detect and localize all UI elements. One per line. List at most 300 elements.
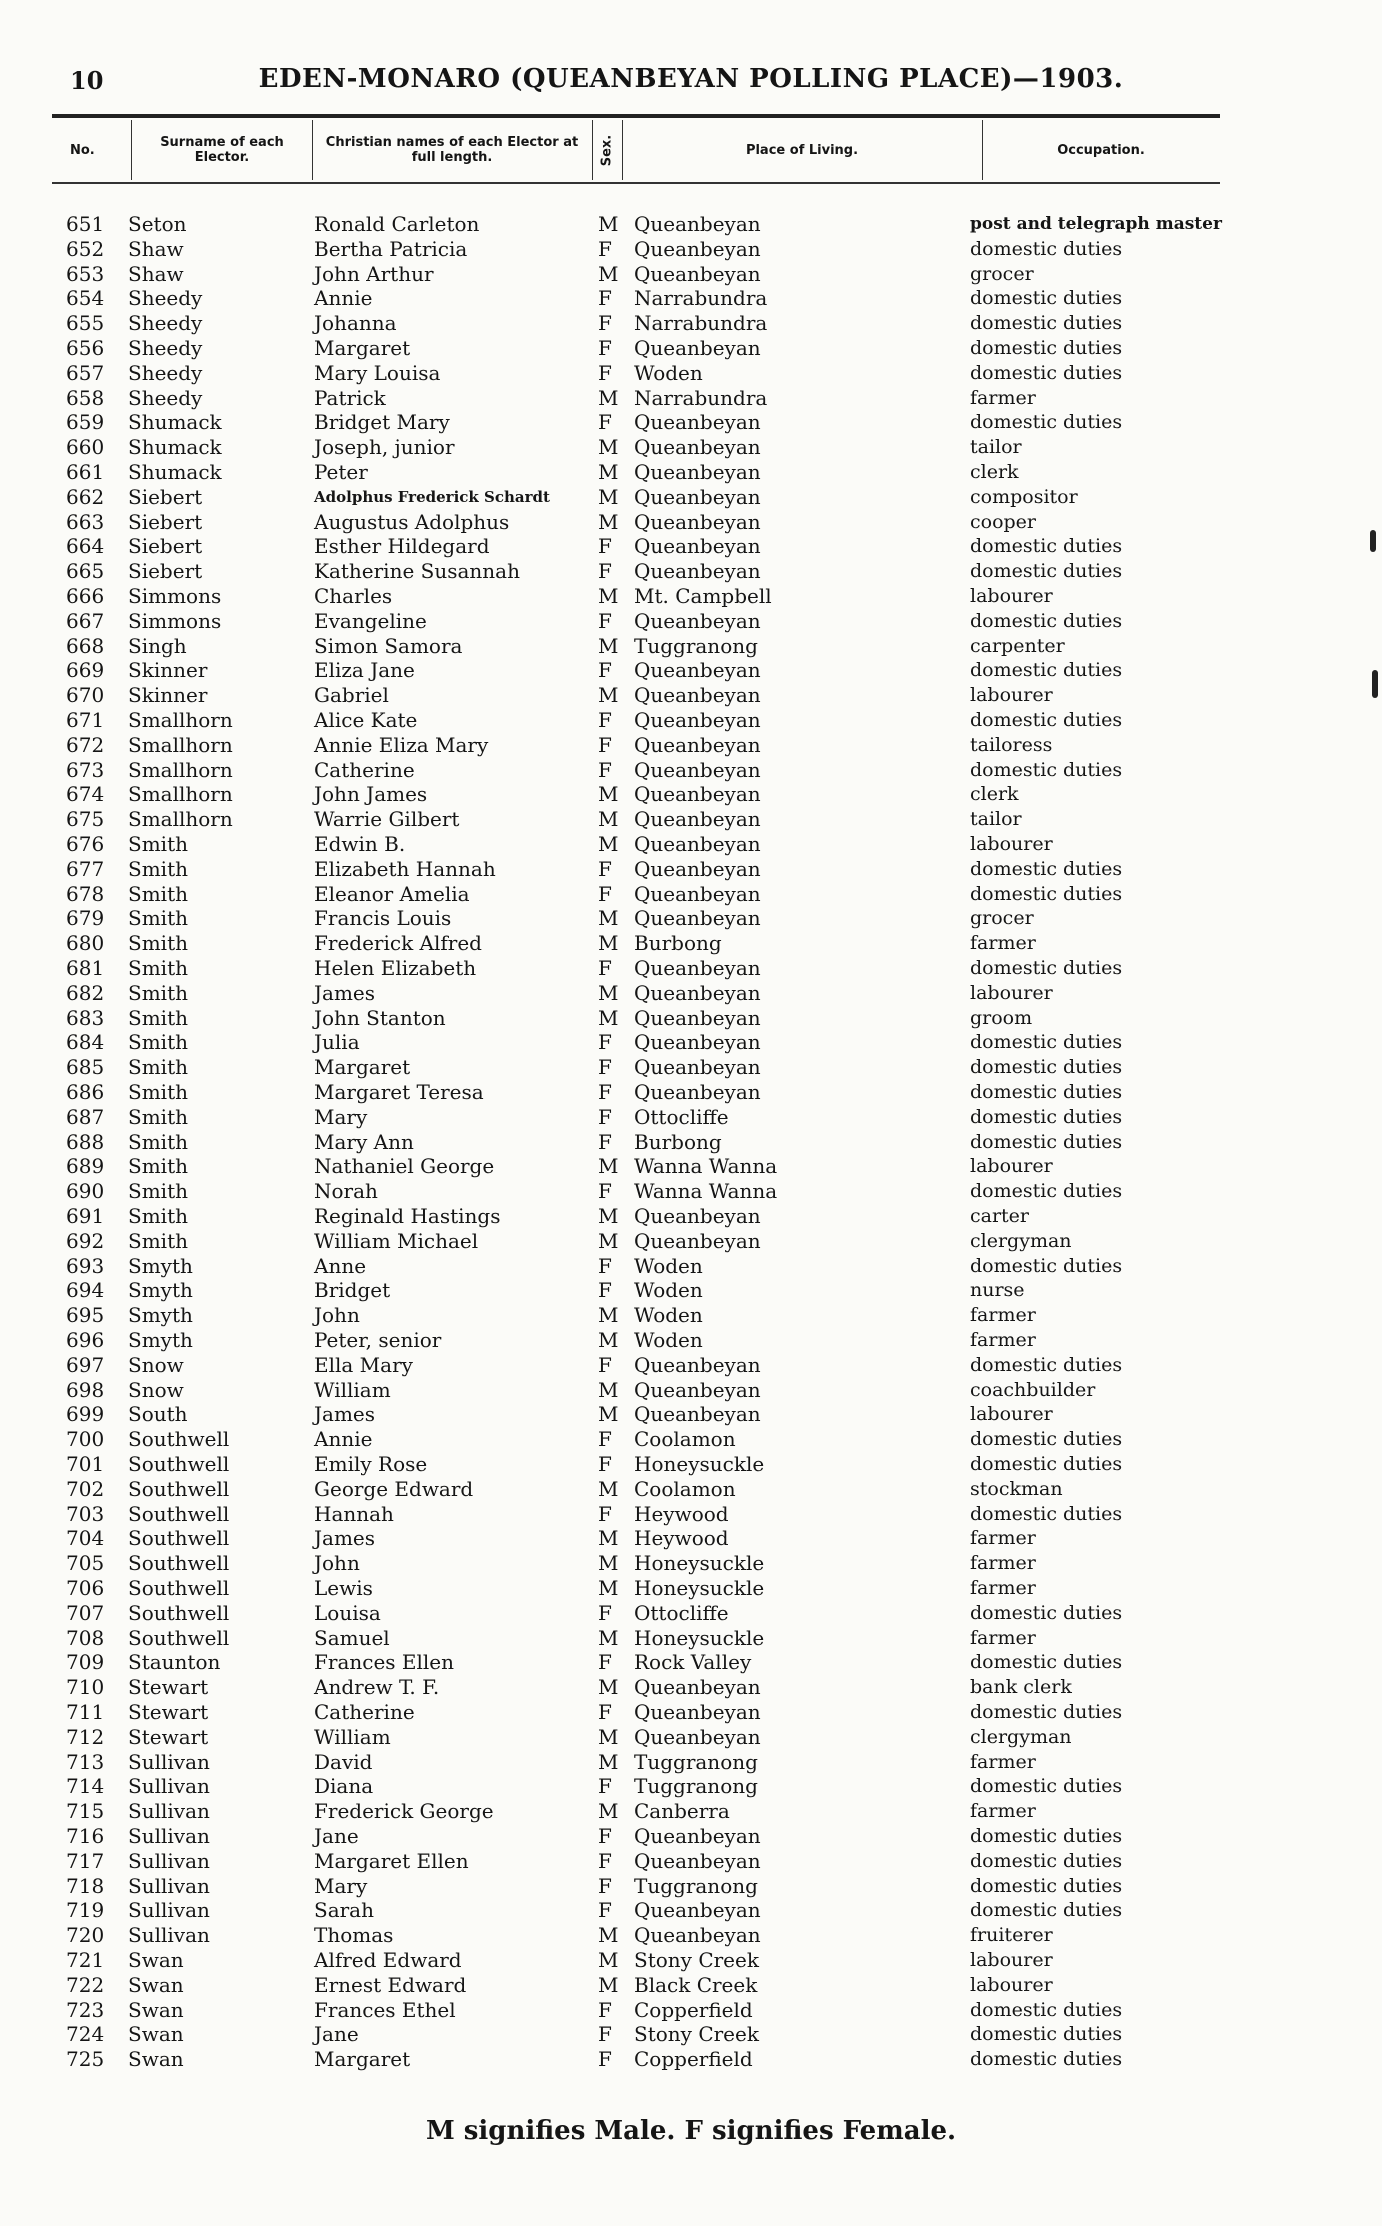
elector-occupation: tailoress	[970, 733, 1053, 756]
header-christian-names: Christian names of each Elector at full length.	[312, 120, 593, 180]
elector-place: Queanbeyan	[634, 336, 761, 360]
elector-occupation: domestic duties	[970, 609, 1123, 632]
elector-place: Queanbeyan	[634, 1204, 761, 1228]
elector-row	[0, 1378, 1382, 1403]
elector-row	[0, 559, 1382, 584]
elector-christian-names: John Stanton	[314, 1005, 446, 1030]
elector-christian-names: Ronald Carleton	[314, 212, 480, 236]
elector-christian-names: Frederick Alfred	[314, 931, 482, 956]
elector-christian-names: Edwin B.	[314, 832, 406, 856]
elector-place: Queanbeyan	[634, 757, 761, 782]
elector-christian-names: Louisa	[314, 1600, 381, 1625]
elector-surname: Stewart	[128, 1724, 209, 1749]
elector-row	[0, 286, 1382, 311]
elector-occupation: clergyman	[970, 1229, 1072, 1252]
elector-row	[0, 1849, 1382, 1874]
elector-sex: F	[598, 559, 612, 584]
elector-number: 722	[66, 1972, 105, 1997]
elector-surname: Smallhorn	[128, 782, 233, 807]
elector-christian-names: Lewis	[314, 1576, 373, 1600]
elector-surname: Southwell	[128, 1551, 230, 1576]
column-header-row	[52, 120, 1220, 180]
elector-surname: Smallhorn	[128, 757, 233, 782]
elector-occupation: domestic duties	[970, 1874, 1123, 1897]
elector-surname: Sullivan	[128, 1824, 210, 1848]
elector-occupation: domestic duties	[970, 411, 1123, 434]
elector-row	[0, 758, 1382, 783]
elector-number: 692	[66, 1228, 105, 1253]
elector-row	[0, 435, 1382, 460]
elector-row	[0, 386, 1382, 411]
elector-number: 689	[66, 1154, 105, 1179]
elector-sex: F	[598, 2022, 612, 2047]
elector-surname: Smith	[128, 1204, 188, 1228]
elector-surname: Smith	[128, 931, 188, 956]
elector-sex: M	[598, 1948, 619, 1972]
elector-number: 653	[66, 261, 105, 286]
elector-row	[0, 1204, 1382, 1229]
elector-place: Queanbeyan	[634, 1898, 761, 1923]
elector-row	[0, 1576, 1382, 1601]
elector-surname: Southwell	[128, 1501, 230, 1526]
elector-place: Queanbeyan	[634, 1055, 761, 1080]
elector-christian-names: Margaret	[314, 1055, 411, 1080]
elector-occupation: carpenter	[970, 634, 1065, 657]
elector-christian-names: Gabriel	[314, 683, 389, 708]
header-top-rule	[52, 114, 1220, 118]
elector-place: Woden	[634, 1253, 703, 1278]
elector-christian-names: Frederick George	[314, 1799, 494, 1824]
elector-occupation: tailor	[970, 436, 1022, 459]
elector-sex: M	[598, 1228, 619, 1253]
elector-number: 675	[66, 807, 105, 832]
elector-occupation: clerk	[970, 783, 1019, 806]
elector-number: 716	[66, 1824, 105, 1848]
elector-surname: Smallhorn	[128, 708, 233, 732]
elector-number: 703	[66, 1501, 105, 1526]
header-occupation: Occupation.	[1057, 142, 1145, 158]
elector-row	[0, 931, 1382, 956]
elector-surname: South	[128, 1402, 188, 1427]
elector-number: 664	[66, 534, 105, 559]
elector-place: Canberra	[634, 1799, 730, 1824]
elector-number: 665	[66, 559, 105, 584]
elector-occupation: labourer	[970, 1403, 1053, 1426]
elector-sex: M	[598, 1154, 619, 1179]
elector-number: 721	[66, 1948, 105, 1972]
elector-place: Queanbeyan	[634, 980, 761, 1005]
elector-row	[0, 212, 1382, 237]
elector-occupation: bank clerk	[970, 1676, 1072, 1699]
elector-number: 702	[66, 1476, 105, 1501]
elector-occupation: domestic duties	[970, 287, 1123, 310]
elector-number: 679	[66, 906, 105, 931]
elector-surname: Smyth	[128, 1278, 193, 1303]
elector-row	[0, 1774, 1382, 1799]
elector-surname: Shumack	[128, 460, 222, 484]
elector-number: 704	[66, 1526, 105, 1551]
elector-surname: Sullivan	[128, 1898, 210, 1923]
elector-sex: F	[598, 286, 612, 311]
elector-row	[0, 1229, 1382, 1254]
elector-occupation: farmer	[970, 1329, 1036, 1351]
elector-surname: Shumack	[128, 435, 222, 460]
elector-occupation: domestic duties	[970, 1998, 1123, 2021]
elector-sex: F	[598, 236, 612, 261]
elector-place: Tuggranong	[634, 633, 758, 658]
elector-place: Queanbeyan	[634, 435, 761, 460]
elector-number: 656	[66, 336, 105, 360]
elector-sex: M	[598, 683, 619, 708]
elector-surname: Smith	[128, 1179, 188, 1204]
elector-place: Heywood	[634, 1501, 729, 1526]
elector-row	[0, 1601, 1382, 1626]
elector-sex: F	[598, 1997, 612, 2022]
elector-place: Honeysuckle	[634, 1452, 765, 1476]
elector-row	[0, 262, 1382, 287]
elector-number: 701	[66, 1452, 105, 1476]
elector-row	[0, 1502, 1382, 1527]
elector-number: 667	[66, 608, 105, 633]
elector-christian-names: Alfred Edward	[314, 1948, 462, 1972]
elector-surname: Simmons	[128, 584, 222, 608]
elector-row	[0, 1526, 1382, 1551]
elector-surname: Smith	[128, 1030, 188, 1055]
page-number: 10	[70, 66, 104, 95]
elector-christian-names: Annie	[314, 286, 373, 311]
elector-number: 671	[66, 708, 105, 732]
elector-surname: Siebert	[128, 484, 203, 509]
elector-place: Stony Creek	[634, 1948, 759, 1972]
elector-occupation: domestic duties	[970, 1899, 1123, 1922]
elector-place: Tuggranong	[634, 1873, 758, 1898]
elector-christian-names: Jane	[314, 2022, 359, 2047]
elector-sex: M	[598, 1476, 619, 1501]
elector-place: Queanbeyan	[634, 212, 761, 236]
elector-number: 655	[66, 311, 105, 336]
header-sex	[592, 120, 623, 180]
elector-occupation: domestic duties	[970, 237, 1123, 260]
elector-surname: Southwell	[128, 1526, 230, 1551]
elector-occupation: domestic duties	[970, 1849, 1123, 1872]
elector-sex: M	[598, 435, 619, 460]
elector-christian-names: Joseph, junior	[314, 435, 455, 460]
elector-occupation: domestic duties	[970, 535, 1123, 558]
elector-number: 707	[66, 1600, 105, 1625]
elector-sex: F	[598, 336, 612, 360]
elector-christian-names: Julia	[314, 1030, 360, 1055]
elector-christian-names: Peter	[314, 460, 368, 484]
elector-number: 682	[66, 980, 105, 1005]
elector-place: Queanbeyan	[634, 732, 761, 757]
elector-christian-names: Eliza Jane	[314, 658, 415, 683]
elector-sex: M	[598, 1724, 619, 1749]
elector-number: 677	[66, 856, 105, 881]
elector-occupation: domestic duties	[970, 1651, 1123, 1674]
elector-sex: M	[598, 1005, 619, 1030]
elector-sex: F	[598, 1600, 612, 1625]
elector-sex: F	[598, 1501, 612, 1526]
elector-christian-names: Simon Samora	[314, 633, 463, 658]
elector-sex: F	[598, 881, 612, 906]
elector-occupation: domestic duties	[970, 1825, 1123, 1847]
elector-christian-names: Norah	[314, 1179, 378, 1204]
elector-number: 684	[66, 1030, 105, 1055]
elector-surname: Shaw	[128, 261, 184, 286]
elector-row	[0, 1948, 1382, 1973]
elector-place: Queanbeyan	[634, 1030, 761, 1055]
elector-place: Tuggranong	[634, 1774, 758, 1799]
elector-christian-names: Bridget	[314, 1278, 391, 1303]
elector-place: Queanbeyan	[634, 782, 761, 807]
elector-number: 668	[66, 633, 105, 658]
elector-surname: Staunton	[128, 1650, 221, 1675]
elector-row	[0, 782, 1382, 807]
elector-sex: M	[598, 584, 619, 608]
elector-number: 708	[66, 1625, 105, 1650]
elector-christian-names: Ella Mary	[314, 1352, 413, 1377]
elector-place: Queanbeyan	[634, 881, 761, 906]
elector-christian-names: Bridget Mary	[314, 410, 450, 435]
elector-row	[0, 981, 1382, 1006]
elector-surname: Smith	[128, 1228, 188, 1253]
elector-number: 690	[66, 1179, 105, 1204]
elector-place: Queanbeyan	[634, 1700, 761, 1724]
elector-place: Queanbeyan	[634, 1080, 761, 1104]
elector-surname: Smith	[128, 1080, 188, 1104]
elector-number: 680	[66, 931, 105, 956]
elector-row	[0, 311, 1382, 336]
elector-place: Queanbeyan	[634, 460, 761, 484]
elector-christian-names: Margaret Teresa	[314, 1080, 484, 1104]
elector-sex: F	[598, 1898, 612, 1923]
elector-place: Coolamon	[634, 1476, 736, 1501]
elector-christian-names: James	[314, 1526, 376, 1551]
elector-occupation: domestic duties	[970, 2048, 1123, 2071]
elector-place: Queanbeyan	[634, 1923, 761, 1948]
elector-sex: F	[598, 1253, 612, 1278]
elector-occupation: domestic duties	[970, 659, 1123, 682]
elector-sex: F	[598, 2047, 612, 2072]
elector-row	[0, 485, 1382, 510]
elector-christian-names: Mary Ann	[314, 1129, 414, 1154]
elector-occupation: clergyman	[970, 1725, 1072, 1748]
elector-sex: M	[598, 807, 619, 832]
elector-surname: Seton	[128, 212, 187, 236]
elector-sex: M	[598, 1923, 619, 1948]
elector-row	[0, 410, 1382, 435]
elector-christian-names: Helen Elizabeth	[314, 956, 477, 980]
elector-christian-names: Emily Rose	[314, 1452, 428, 1476]
elector-surname: Shaw	[128, 236, 184, 261]
elector-occupation: domestic duties	[970, 560, 1123, 583]
elector-number: 712	[66, 1724, 105, 1749]
elector-number: 718	[66, 1873, 105, 1898]
elector-row	[0, 1923, 1382, 1948]
elector-occupation: farmer	[970, 932, 1036, 955]
elector-occupation: tailor	[970, 808, 1022, 831]
elector-christian-names: Jane	[314, 1824, 359, 1848]
elector-row	[0, 1477, 1382, 1502]
elector-row	[0, 708, 1382, 733]
elector-number: 700	[66, 1427, 105, 1452]
elector-surname: Smith	[128, 956, 188, 980]
elector-number: 714	[66, 1774, 105, 1799]
elector-place: Narrabundra	[634, 286, 768, 311]
elector-place: Black Creek	[634, 1972, 758, 1997]
elector-number: 696	[66, 1328, 105, 1352]
elector-surname: Snow	[128, 1352, 184, 1377]
elector-sex: M	[598, 1328, 619, 1352]
elector-surname: Siebert	[128, 534, 203, 559]
elector-number: 697	[66, 1352, 105, 1377]
elector-occupation: compositor	[970, 485, 1078, 508]
elector-row	[0, 1030, 1382, 1055]
elector-occupation: domestic duties	[970, 1775, 1123, 1798]
elector-row	[0, 584, 1382, 609]
elector-place: Honeysuckle	[634, 1576, 765, 1600]
elector-occupation: domestic duties	[970, 882, 1123, 905]
elector-sex: F	[598, 1848, 612, 1873]
elector-row	[0, 1452, 1382, 1477]
elector-occupation: domestic duties	[970, 1502, 1123, 1525]
elector-number: 693	[66, 1253, 105, 1278]
elector-sex: M	[598, 385, 619, 410]
elector-place: Queanbeyan	[634, 1675, 761, 1700]
elector-sex: F	[598, 1179, 612, 1204]
elector-place: Honeysuckle	[634, 1625, 765, 1650]
elector-occupation: farmer	[970, 1800, 1036, 1823]
elector-christian-names: Anne	[314, 1253, 367, 1278]
elector-occupation: domestic duties	[970, 1180, 1123, 1203]
elector-number: 698	[66, 1377, 105, 1402]
elector-place: Queanbeyan	[634, 509, 761, 534]
elector-place: Coolamon	[634, 1427, 736, 1452]
elector-occupation: grocer	[970, 907, 1034, 930]
elector-sex: M	[598, 1625, 619, 1650]
elector-surname: Swan	[128, 2022, 184, 2047]
elector-row	[0, 1700, 1382, 1725]
elector-christian-names: Catherine	[314, 757, 415, 782]
elector-sex: M	[598, 832, 619, 856]
elector-surname: Smallhorn	[128, 732, 233, 757]
elector-row	[0, 1750, 1382, 1775]
elector-place: Queanbeyan	[634, 1724, 761, 1749]
elector-sex: M	[598, 1303, 619, 1328]
elector-number: 658	[66, 385, 105, 410]
elector-number: 681	[66, 956, 105, 980]
elector-occupation: domestic duties	[970, 337, 1123, 359]
elector-place: Queanbeyan	[634, 261, 761, 286]
elector-place: Copperfield	[634, 2047, 753, 2072]
elector-number: 725	[66, 2047, 105, 2072]
elector-sex: M	[598, 906, 619, 931]
elector-sex: M	[598, 1749, 619, 1774]
elector-christian-names: Patrick	[314, 385, 386, 410]
elector-sex: F	[598, 1650, 612, 1675]
elector-christian-names: Ernest Edward	[314, 1972, 467, 1997]
elector-sex: F	[598, 1129, 612, 1154]
elector-surname: Smith	[128, 906, 188, 931]
elector-place: Queanbeyan	[634, 1402, 761, 1427]
elector-christian-names: Sarah	[314, 1898, 374, 1923]
elector-place: Queanbeyan	[634, 608, 761, 633]
elector-place: Burbong	[634, 1129, 722, 1154]
elector-sex: M	[598, 261, 619, 286]
elector-christian-names: Francis Louis	[314, 906, 452, 931]
elector-surname: Smyth	[128, 1253, 193, 1278]
elector-row	[0, 1626, 1382, 1651]
elector-christian-names: Evangeline	[314, 608, 427, 633]
elector-surname: Smith	[128, 856, 188, 881]
elector-occupation: cooper	[970, 510, 1037, 533]
elector-place: Queanbeyan	[634, 484, 761, 509]
elector-row	[0, 2022, 1382, 2047]
elector-row	[0, 1998, 1382, 2023]
elector-number: 691	[66, 1204, 105, 1228]
elector-row	[0, 1427, 1382, 1452]
elector-sex: M	[598, 1204, 619, 1228]
elector-christian-names: John Arthur	[314, 261, 434, 286]
elector-place: Queanbeyan	[634, 956, 761, 980]
elector-sex: F	[598, 1055, 612, 1080]
elector-sex: F	[598, 1700, 612, 1724]
elector-row	[0, 634, 1382, 659]
elector-place: Narrabundra	[634, 385, 768, 410]
elector-occupation: domestic duties	[970, 1701, 1123, 1723]
elector-place: Burbong	[634, 931, 722, 956]
elector-surname: Sullivan	[128, 1848, 210, 1873]
elector-sex: M	[598, 782, 619, 807]
elector-number: 711	[66, 1700, 105, 1724]
elector-occupation: domestic duties	[970, 1601, 1123, 1624]
elector-place: Queanbeyan	[634, 856, 761, 881]
elector-surname: Smith	[128, 1055, 188, 1080]
elector-occupation: domestic duties	[970, 957, 1123, 979]
elector-surname: Simmons	[128, 608, 222, 633]
elector-place: Queanbeyan	[634, 708, 761, 732]
elector-occupation: domestic duties	[970, 709, 1123, 731]
elector-surname: Smith	[128, 1154, 188, 1179]
elector-row	[0, 336, 1382, 361]
elector-number: 672	[66, 732, 105, 757]
elector-surname: Southwell	[128, 1576, 230, 1600]
header-bottom-rule	[52, 182, 1220, 184]
elector-sex: F	[598, 1824, 612, 1848]
elector-occupation: farmer	[970, 1626, 1036, 1649]
elector-place: Queanbeyan	[634, 906, 761, 931]
elector-occupation: domestic duties	[970, 1105, 1123, 1128]
elector-surname: Smith	[128, 1005, 188, 1030]
elector-surname: Smyth	[128, 1328, 193, 1352]
elector-number: 669	[66, 658, 105, 683]
elector-surname: Sullivan	[128, 1799, 210, 1824]
elector-surname: Shumack	[128, 410, 222, 435]
elector-sex: F	[598, 708, 612, 732]
elector-christian-names: James	[314, 1402, 376, 1427]
elector-place: Woden	[634, 1278, 703, 1303]
elector-sex: F	[598, 1104, 612, 1129]
elector-place: Queanbeyan	[634, 832, 761, 856]
elector-christian-names: Diana	[314, 1774, 374, 1799]
elector-occupation: domestic duties	[970, 1031, 1123, 1054]
elector-row	[0, 1725, 1382, 1750]
elector-christian-names: Catherine	[314, 1700, 415, 1724]
elector-sex: F	[598, 956, 612, 980]
elector-number: 654	[66, 286, 105, 311]
elector-sex: M	[598, 509, 619, 534]
elector-row	[0, 2047, 1382, 2072]
